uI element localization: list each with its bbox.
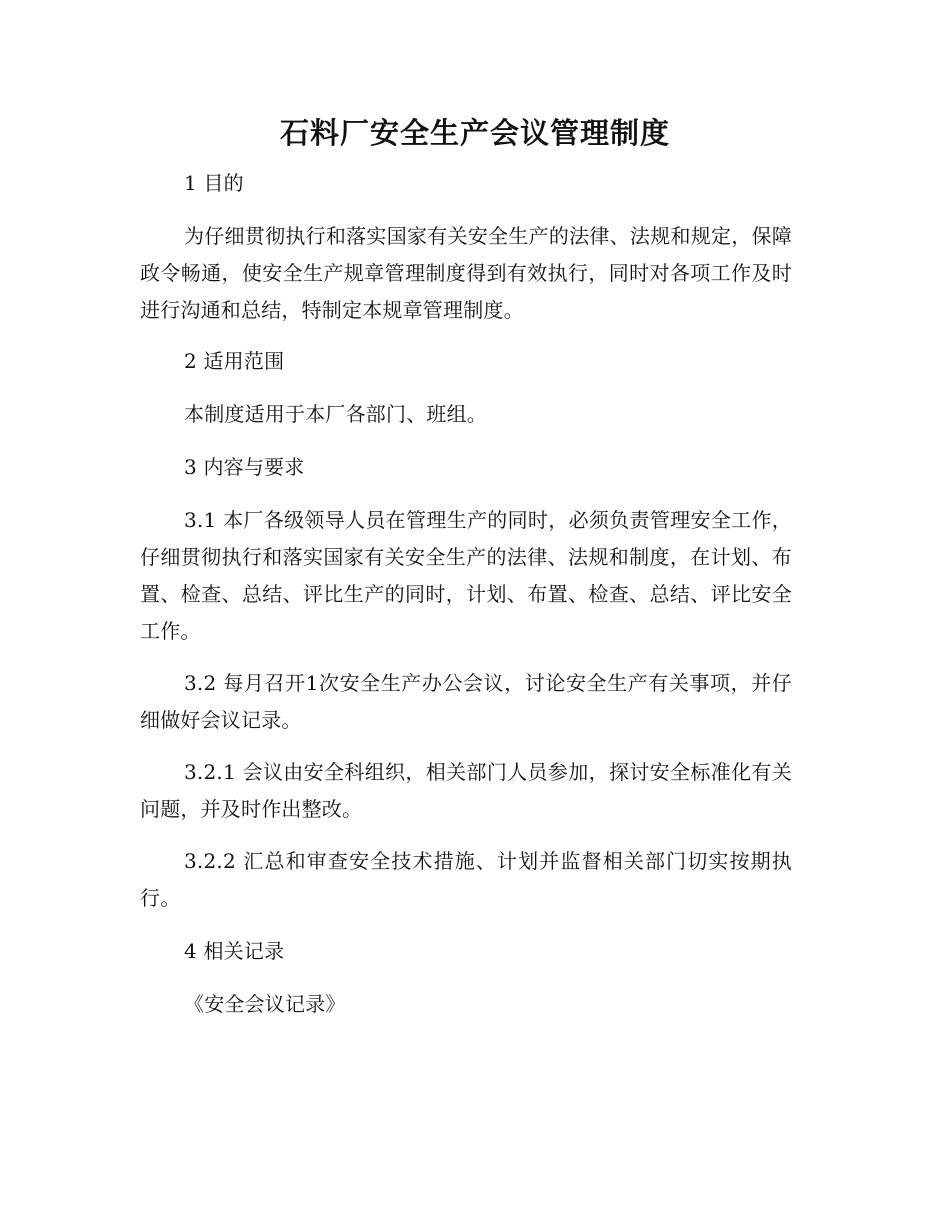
paragraph-3-2-1: 3.2.1 会议由安全科组织，相关部门人员参加，探讨安全标准化有关问题，并及时作出整改。 bbox=[140, 760, 792, 821]
paragraph-records: 《安全会议记录》 bbox=[184, 992, 346, 1016]
section-heading-purpose: 1 目的 bbox=[184, 171, 244, 195]
paragraph-scope: 本制度适用于本厂各部门、班组。 bbox=[184, 402, 487, 426]
paragraph-3-2-2: 3.2.2 汇总和审查安全技术措施、计划并监督相关部门切实按期执行。 bbox=[140, 849, 792, 910]
section-heading-content: 3 内容与要求 bbox=[184, 455, 305, 479]
document-title: 石料厂安全生产会议管理制度 bbox=[279, 116, 670, 150]
section-heading-records: 4 相关记录 bbox=[184, 939, 285, 963]
paragraph-3-1: 3.1 本厂各级领导人员在管理生产的同时，必须负责管理安全工作，仔细贯彻执行和落实国家有关安全生产的法律、法规和制度，在计划、布置、检查、总结、评比生产的同时，计划、布置、检查、总结、评比安全工作。 bbox=[140, 508, 792, 643]
paragraph-purpose: 为仔细贯彻执行和落实国家有关安全生产的法律、法规和规定，保障政令畅通，使安全生产规章管理制度得到有效执行，同时对各项工作及时进行沟通和总结，特制定本规章管理制度。 bbox=[140, 224, 792, 322]
paragraph-3-2: 3.2 每月召开1次安全生产办公会议，讨论安全生产有关事项，并仔细做好会议记录。 bbox=[140, 671, 792, 732]
section-heading-scope: 2 适用范围 bbox=[184, 349, 285, 373]
